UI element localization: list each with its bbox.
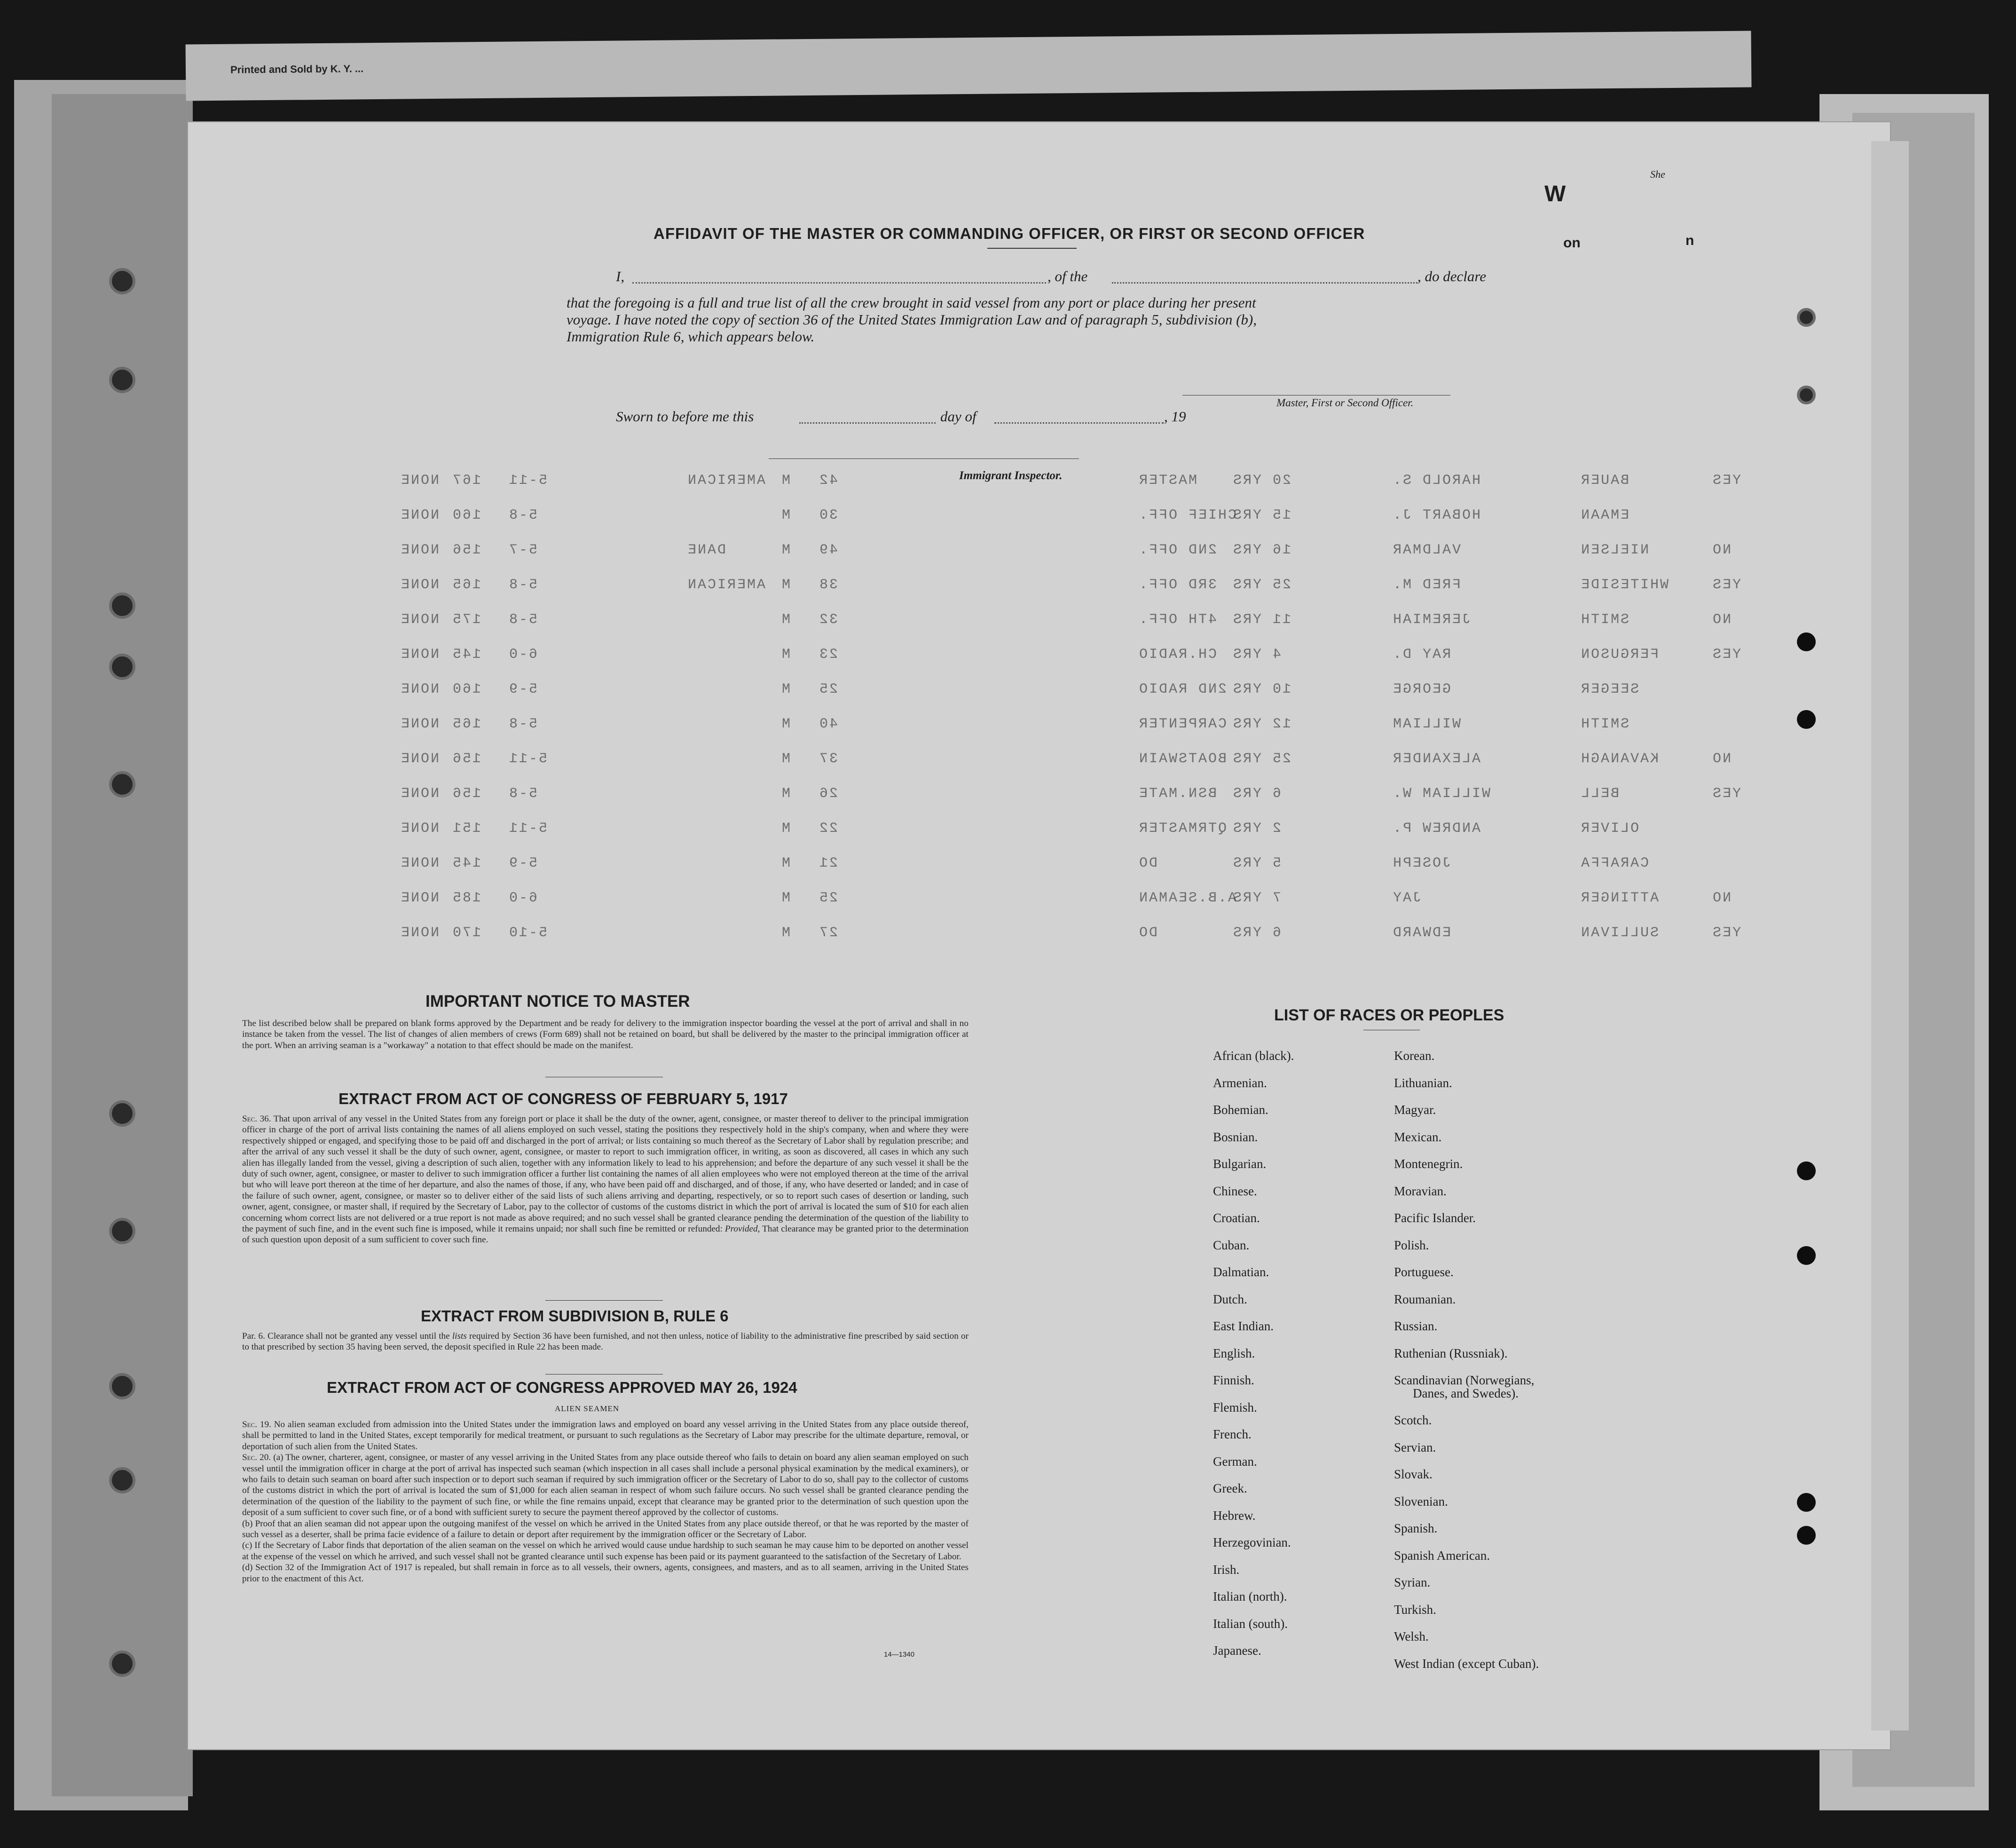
binder-hole [109,1467,135,1493]
race-item: Herzegovinian. [1213,1535,1291,1549]
race-item: French. [1213,1427,1252,1441]
binder-inner-left [52,94,193,1796]
affidavit-do-declare: , do declare [1418,268,1487,284]
ghost-age: 25 [818,681,838,697]
ghost-height: 5-10 [508,925,548,941]
ghost-marks: NONE [400,925,440,941]
ghost-sex: M [780,716,791,732]
ghost-marks: NONE [400,577,440,593]
ghost-years: 25 YRS [1232,751,1292,767]
signature-label: Master, First or Second Officer. [1276,397,1414,409]
ghost-weight: 165 [451,716,481,732]
race-item: Bulgarian. [1213,1157,1267,1171]
ghost-rank: 2ND RADIO [1138,681,1227,697]
ghost-age: 25 [818,890,838,906]
ghost-years: 7 YRS [1232,890,1282,906]
ghost-rank: BSN.MATE [1138,786,1217,802]
ghost-marks: NONE [400,716,440,732]
ghost-rank: 2ND OFF. [1138,542,1217,558]
notice-title: IMPORTANT NOTICE TO MASTER [425,992,690,1011]
ghost-surname: SEEGER [1580,681,1639,697]
ghost-sex: M [780,890,791,906]
race-item: Moravian. [1394,1184,1447,1198]
ghost-surname: SMITH [1580,716,1630,732]
title-rule [987,248,1077,249]
ghost-years: 5 YRS [1232,855,1282,871]
ghost-surname: KAVANAGH [1580,751,1659,767]
binder-hole [109,592,135,619]
notice-body-text: The list described below shall be prepared on blank forms approved by the Department and be ready for delivery to the immigration inspector boarding the vessel at the port of arrival and shall in no instance be taken from the vessel. The list of changes of alien members of crews (Form 689) shall not be retained on board, but shall be delivered by the master to the principal immigration officer at the port. When an arriving seaman is a "workaway" a notation to that effect should be made on the manifest. [242,1019,969,1050]
ghost-marks: NONE [400,890,440,906]
punch-hole [1797,632,1816,651]
ghost-weight: 151 [451,821,481,837]
inspector-label: Immigrant Inspector. [959,469,1063,482]
ghost-sex: M [780,681,791,697]
race-item: Italian (north). [1213,1589,1287,1603]
ghost-sex: M [780,821,791,837]
ghost-given: HOBART J. [1392,507,1481,523]
ghost-height: 5-11 [508,751,548,767]
ghost-given: FRED M. [1392,577,1461,593]
ghost-height: 5-9 [508,855,538,871]
ghost-sex: M [780,612,791,628]
race-item: Dutch. [1213,1292,1247,1306]
act-1924-sec19-text: No alien seaman excluded from admission into the United States under the immigration laws and employed on board any vessel arriving in the United States from any place outside thereof, shall be permitted to land in the United States, except temporarily for medical treatment, or pursuant to such regulations as the Secretary of Labor may prescribe for the ultimate departure, removal, or deportation of such alien from the United States. [242,1420,969,1452]
affidavit-line-2: that the foregoing is a full and true list of all the crew brought in said vessel from any port or place during her present [567,294,1256,311]
ghost-weight: 145 [451,647,481,663]
sworn-day-line [799,422,936,424]
corner-letter-w: W [1544,182,1566,206]
ghost-sex: M [780,542,791,558]
day-of-label: day of [940,408,976,425]
race-item: Pacific Islander. [1394,1211,1476,1225]
ghost-given: ALEXANDER [1392,751,1481,767]
ghost-height: 5-9 [508,681,538,697]
ghost-given: ANDREW P. [1392,821,1481,837]
ghost-flag: NO [1711,890,1732,906]
race-item: Syrian. [1394,1575,1431,1589]
ghost-age: 26 [818,786,838,802]
race-item: German. [1213,1454,1257,1469]
affidavit-i-label: I, [616,268,625,284]
ghost-flag: NO [1711,542,1732,558]
ghost-flag: YES [1711,577,1741,593]
corner-fragment-n: n [1685,233,1694,248]
ghost-years: 25 YRS [1232,577,1292,593]
race-item: East Indian. [1213,1319,1274,1333]
ghost-rank: 4TH OFF. [1138,612,1217,628]
ghost-nat: AMERICAN [686,577,766,593]
rule-6-body [242,1331,969,1353]
act-1924-body [242,1419,969,1584]
ghost-sex: M [780,647,791,663]
ghost-age: 40 [818,716,838,732]
ghost-surname: BELL [1580,786,1620,802]
act-1924-sec20b: (b) Proof that an alien seaman did not appear upon the outgoing manifest of the vessel on which he arrived in the United States from any place outside thereof, or that he was reported by the master of such vessel as a deserter, shall be prima facie evidence of a failure to detain or deport after requirement by the immigration officer or the Secretary of Labor. [242,1518,969,1540]
affidavit-of-the: , of the [1047,268,1088,284]
act-1917-title: EXTRACT FROM ACT OF CONGRESS OF FEBRUARY 5, 1917 [339,1090,788,1107]
race-item: Lithuanian. [1394,1075,1452,1090]
act-1924-sec19 [242,1419,969,1452]
ghost-weight: 156 [451,542,481,558]
ghost-age: 23 [818,647,838,663]
ghost-flag: YES [1711,786,1741,802]
ghost-rank: MASTER [1138,473,1197,489]
race-item: Japanese. [1213,1643,1261,1658]
ghost-age: 22 [818,821,838,837]
ghost-given: WILLIAM [1392,716,1461,732]
ghost-marks: NONE [400,507,440,523]
ghost-sex: M [780,786,791,802]
punch-hole [1797,308,1816,327]
ghost-surname: ATTINGER [1580,890,1659,906]
race-item: Servian. [1394,1440,1436,1454]
race-item: Chinese. [1213,1184,1257,1198]
ghost-given: EDWARD [1392,925,1451,941]
rule-6-body-b: required by Section 36 have been furnished, and not then unless, notice of liability to the administrative fine prescribed by said section or to that prescribed by section 35 having been served, the deposit specified in Rule 22 has been made. [242,1331,969,1352]
ghost-years: 11 YRS [1232,612,1292,628]
ghost-weight: 156 [451,786,481,802]
act-1917-body-end: That clearance may be granted prior to the determination of such question upon deposit of a sum sufficient to cover such fine. [242,1224,969,1245]
ghost-marks: NONE [400,751,440,767]
ghost-sex: M [780,473,791,489]
ghost-flag: YES [1711,925,1741,941]
ghost-rank: CHIEF OFF. [1138,507,1237,523]
act-1924-sec20a: (a) The owner, charterer, agent, consignee, or master of any vessel arriving in the United States from any place outside thereof who fails to detain on board any alien seaman employed on such vessel until the immigration officer in charge at the port of arrival has inspected such seaman (which inspection in all cases shall include a personal physical examination by the medical examiners), or who fails to detain such seaman on board after such inspection or to deport such seaman if required by such immigration officer or the Secretary of Labor to do so, shall pay to the collector of customs of the customs district in which the port of arrival is located the sum of $1,000 for each alien seaman in respect of whom such failure occurs. No such vessel shall be granted clearance pending the determination of the question of the liability to the payment of such fine, or while the fine remains unpaid, except that clearance may be granted prior to the determination of such question upon the deposit of a sum sufficient to cover such fine, or of a bond with sufficient surety to secure the payment thereof approved by the collector of customs. [242,1453,969,1518]
affidavit-title: AFFIDAVIT OF THE MASTER OR COMMANDING OFFICER, OR FIRST OR SECOND OFFICER [654,225,1365,242]
ghost-years: 10 YRS [1232,681,1292,697]
race-item: Flemish. [1213,1400,1257,1414]
ghost-marks: NONE [400,855,440,871]
ghost-surname: SMITH [1580,612,1630,628]
section-rule [545,1300,663,1301]
race-item: Greek. [1213,1481,1247,1495]
ghost-given: HAROLD S. [1392,473,1481,489]
race-item: Scandinavian (Norwegians, [1394,1373,1535,1387]
ghost-surname: WHITESIDE [1580,577,1669,593]
corner-fragment-on: on [1563,235,1581,251]
ghost-weight: 185 [451,890,481,906]
ghost-age: 32 [818,612,838,628]
act-1917-sec-label: Sec. 36. [242,1114,271,1124]
ghost-sex: M [780,855,791,871]
ghost-weight: 175 [451,612,481,628]
vessel-field-line [1112,282,1418,284]
race-item: Polish. [1394,1238,1429,1252]
act-1924-sec20-label: Sec. 20. [242,1453,271,1463]
race-item: Slovenian. [1394,1494,1448,1508]
ghost-height: 5-8 [508,716,538,732]
ghost-given: JEREMIAH [1392,612,1471,628]
binder-hole [109,654,135,680]
ghost-given: VALDMAR [1392,542,1461,558]
ghost-flag: NO [1711,612,1732,628]
sworn-month-line [994,422,1164,424]
ghost-height: 5-11 [508,473,548,489]
race-item: Ruthenian (Russniak). [1394,1346,1508,1360]
race-item: Cuban. [1213,1238,1250,1252]
rule-6-title: EXTRACT FROM SUBDIVISION B, RULE 6 [421,1307,729,1325]
act-1924-subtitle: ALIEN SEAMEN [555,1404,620,1413]
inspector-line [769,458,1079,459]
race-item: Italian (south). [1213,1616,1288,1631]
ghost-marks: NONE [400,681,440,697]
ghost-marks: NONE [400,542,440,558]
ghost-rank: CH.RADIO [1138,647,1217,663]
ghost-given: GEORGE [1392,681,1451,697]
act-1917-body [242,1114,969,1246]
race-item: Finnish. [1213,1373,1254,1387]
ghost-sex: M [780,751,791,767]
race-item: Croatian. [1213,1211,1260,1225]
race-item: Slovak. [1394,1467,1433,1481]
punch-hole [1797,1493,1816,1512]
ghost-years: 6 YRS [1232,925,1282,941]
ghost-marks: NONE [400,647,440,663]
underlying-sheet-strip [186,31,1752,101]
ghost-weight: 156 [451,751,481,767]
binder-hole [109,1651,135,1677]
ghost-height: 5-8 [508,612,538,628]
act-1924-sec20 [242,1452,969,1518]
race-item: Roumanian. [1394,1292,1456,1306]
notice-body [242,1018,969,1051]
ghost-given: WILLIAM W. [1392,786,1491,802]
race-item: African (black). [1213,1049,1294,1063]
ghost-marks: NONE [400,612,440,628]
printer-imprint: Printed and Sold by K. Y. ... [230,63,364,76]
ghost-rank: DO [1138,925,1158,941]
ghost-height: 6-0 [508,890,538,906]
act-1924-sec19-label: Sec. 19. [242,1420,271,1429]
race-item: Mexican. [1394,1129,1442,1144]
binder-hole [109,1373,135,1399]
punch-hole [1797,1161,1816,1180]
ghost-age: 49 [818,542,838,558]
punch-hole [1797,386,1816,404]
ghost-flag: YES [1711,647,1741,663]
punch-hole [1797,710,1816,729]
ghost-nat: AMERICAN [686,473,766,489]
race-item: Korean. [1394,1049,1435,1063]
ghost-rank: A.B.SEAMAN [1138,890,1237,906]
ghost-given: JOSEPH [1392,855,1451,871]
ghost-height: 5-8 [508,507,538,523]
ghost-age: 38 [818,577,838,593]
race-item: Bohemian. [1213,1103,1268,1117]
ghost-years: 20 YRS [1232,473,1292,489]
race-item: Armenian. [1213,1075,1267,1090]
act-1924-sec20d: (d) Section 32 of the Immigration Act of 1917 is repealed, but shall remain in force as to all vessels, their owners, agents, consignees, and masters, and as to all seamen, arriving in the United States prior to the enactment of this Act. [242,1563,969,1584]
race-item: Spanish American. [1394,1548,1490,1563]
ghost-sex: M [780,577,791,593]
binder-hole [109,367,135,393]
ghost-age: 21 [818,855,838,871]
ghost-height: 5-7 [508,542,538,558]
rule-6-lists: lists [452,1331,467,1341]
ghost-rank: DO [1138,855,1158,871]
ghost-height: 5-8 [508,786,538,802]
ghost-given: RAY D. [1392,647,1451,663]
sworn-label: Sworn to before me this [616,408,754,425]
binder-hole [109,1218,135,1244]
ghost-flag: YES [1711,473,1741,489]
ghost-surname: EMAAN [1580,507,1630,523]
ghost-years: 16 YRS [1232,542,1292,558]
rule-6-body-a: Par. 6. Clearance shall not be granted any vessel until the [242,1331,450,1341]
race-item: West Indian (except Cuban). [1394,1656,1539,1671]
act-1924-sec20c: (c) If the Secretary of Labor finds that deportation of the alien seaman on the vessel on which he arrived would cause undue hardship to such seaman he may cause him to be deported on another vessel at the expense of the vessel on which he arrived, and such vessel shall not be granted clearance until such expense has been paid or its payment guaranteed to the satisfaction of the Secretary of Labor. [242,1540,969,1562]
races-title: LIST OF RACES OR PEOPLES [1274,1006,1504,1024]
ghost-rank: CARPENTER [1138,716,1227,732]
sheet-edge [1871,141,1909,1730]
ghost-weight: 170 [451,925,481,941]
binder-hole [109,268,135,294]
binder-hole [109,771,135,798]
form-number: 14—1340 [884,1651,915,1658]
ghost-years: 4 YRS [1232,647,1282,663]
act-1924-title: EXTRACT FROM ACT OF CONGRESS APPROVED MAY 26, 1924 [327,1379,797,1396]
year-label: , 19 [1164,408,1186,425]
ghost-marks: NONE [400,786,440,802]
ghost-weight: 167 [451,473,481,489]
race-item: Bosnian. [1213,1129,1258,1144]
punch-hole [1797,1246,1816,1265]
ghost-rank: QTRMASTER [1138,821,1227,837]
ghost-flag: NO [1711,751,1732,767]
ghost-surname: OLIVER [1580,821,1639,837]
race-item: Turkish. [1394,1602,1436,1617]
affidavit-line-3: voyage. I have noted the copy of section 36 of the United States Immigration Law and of paragraph 5, subdivision (b), [567,311,1257,328]
ghost-nat: DANE [686,542,726,558]
corner-fragment-she: She [1650,168,1665,180]
race-item: Magyar. [1394,1103,1436,1117]
ghost-given: JAY [1392,890,1422,906]
race-item: Hebrew. [1213,1508,1256,1523]
affidavit-line-4: Immigration Rule 6, which appears below. [567,328,815,345]
act-1917-body-text: That upon arrival of any vessel in the United States from any foreign port or place it shall be the duty of the owner, agent, consignee, or master thereof to deliver to the principal immigration officer in charge of the port of arrival lists containing the names of all aliens employed on such vessel, stating the positions they respectively hold in the ship's company, when and where they were respectively shipped or engaged, and specifying those to be paid off and discharged in the port of arrival; or lists containing so much thereof as the Secretary of Labor shall by regulation prescribe; and after the arrival of any such vessel it shall be the duty of such owner, agent, consignee, or master to report to such immigration officer, in writing, as soon as discovered, all cases in which any such alien has illegally landed from the vessel, giving a description of such alien, together with any information likely to lead to his apprehension; and before the departure of any such vessel it shall be the duty of such owner, agent, consignee, or master to deliver to such immigration officer a further list containing the names of all alien employees who were not employed thereon at the time of the arrival but who will leave port thereon at the time of her departure, and also the names of those, if any, who have been paid off and discharged, and of those, if any, who have deserted or landed; and in case of the failure of such owner, agent, consignee, or master so to deliver either of the said lists of such aliens arriving and departing, respectively, or so to report such cases of desertion or landing, such owner, agent, consignee, or master shall, if required by the Secretary of Labor, pay to the collector of customs of the customs district in which the port of arrival is located the sum of $10 for each alien concerning whom correct lists are not delivered or a true report is not made as above required; and no such vessel shall be granted clearance pending the determination of the question of the liability to the payment of such fine, and in the event such fine is imposed, while it remains unpaid; nor shall such fine be remitted or refunded: [242,1114,969,1234]
ghost-weight: 165 [451,577,481,593]
name-field-line [632,282,1046,284]
ghost-height: 5-11 [508,821,548,837]
ghost-years: 12 YRS [1232,716,1292,732]
ghost-years: 2 YRS [1232,821,1282,837]
ghost-marks: NONE [400,473,440,489]
race-item: English. [1213,1346,1255,1360]
binder-hole [109,1100,135,1127]
ghost-years: 15 YRS [1232,507,1292,523]
ghost-age: 42 [818,473,838,489]
ghost-weight: 160 [451,681,481,697]
ghost-surname: SULLIVAN [1580,925,1659,941]
ghost-sex: M [780,507,791,523]
ghost-marks: NONE [400,821,440,837]
race-item: Montenegrin. [1394,1157,1463,1171]
punch-hole [1797,1526,1816,1545]
ghost-height: 5-8 [508,577,538,593]
ghost-weight: 145 [451,855,481,871]
race-item: Russian. [1394,1319,1438,1333]
ghost-sex: M [780,925,791,941]
race-item: Scotch. [1394,1413,1432,1427]
race-item: Spanish. [1394,1521,1438,1535]
ghost-age: 37 [818,751,838,767]
ghost-surname: FERGUSON [1580,647,1659,663]
ghost-rank: BOATSWAIN [1138,751,1227,767]
race-item: Irish. [1213,1562,1240,1577]
ghost-surname: CARAFFA [1580,855,1649,871]
ghost-surname: NIELSEN [1580,542,1649,558]
ghost-years: 6 YRS [1232,786,1282,802]
ghost-surname: BAUER [1580,473,1630,489]
act-1917-provided: Provided, [724,1224,760,1234]
ghost-weight: 160 [451,507,481,523]
race-item: Dalmatian. [1213,1265,1269,1279]
race-item: Danes, and Swedes). [1413,1386,1519,1400]
ghost-age: 30 [818,507,838,523]
race-item: Portuguese. [1394,1265,1454,1279]
ghost-rank: 3RD OFF. [1138,577,1217,593]
ghost-height: 6-0 [508,647,538,663]
ghost-age: 27 [818,925,838,941]
race-item: Welsh. [1394,1629,1429,1643]
